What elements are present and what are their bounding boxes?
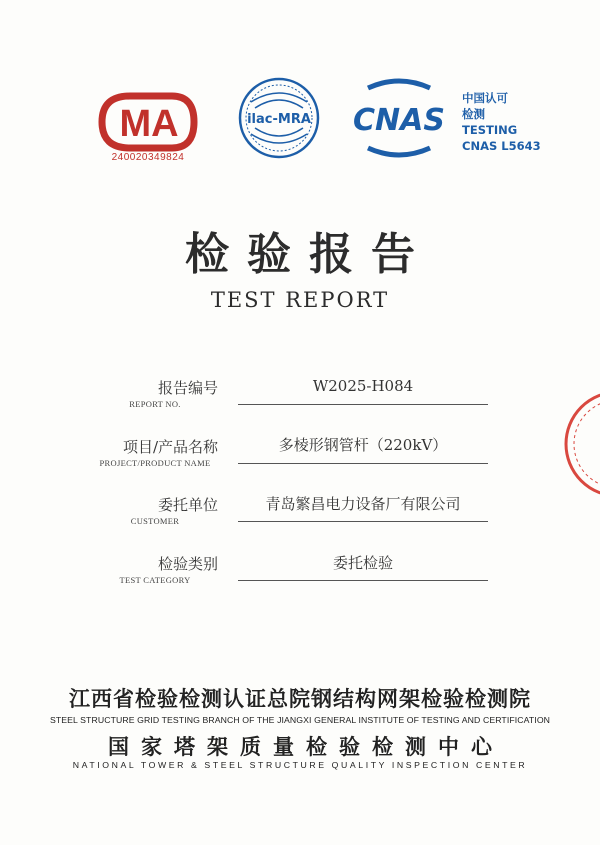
report-title-cn: 检验报告 <box>185 229 433 280</box>
field-value-test-category: 委托检验 <box>332 554 393 572</box>
field-label-product-name: 项目/产品名称 <box>122 438 218 456</box>
field-underline <box>238 404 488 405</box>
field-underline <box>238 521 488 522</box>
field-label-report-no: 报告编号 <box>157 379 218 397</box>
cma-logo-text: MA <box>119 103 179 145</box>
ilac-logo-text: ilac-MRA <box>247 112 311 127</box>
field-value-customer: 青岛繁昌电力设备厂有限公司 <box>265 495 461 513</box>
org-name-en-1: STEEL STRUCTURE GRID TESTING BRANCH OF THE JIANGXI GENERAL INSTITUTE OF TESTING AND CERTIFICATION <box>49 715 551 725</box>
cma-number: 240020349824 <box>111 152 185 163</box>
field-label-en-customer: CUSTOMER <box>130 516 180 526</box>
red-seal-stamp <box>560 384 600 504</box>
org-name-cn-1: 江西省检验检测认证总院钢结构网架检验检测院 <box>69 687 531 711</box>
field-value-report-no: W2025-H084 <box>312 377 414 395</box>
cnas-logo-text: CNAS <box>353 103 445 138</box>
field-label-en-test-category: TEST CATEGORY <box>119 575 191 585</box>
field-label-en-report-no: REPORT NO. <box>129 399 181 409</box>
field-value-product-name: 多棱形钢管杆（220kV） <box>278 436 448 454</box>
cnas-side-line: 中国认可 <box>462 91 508 105</box>
cnas-accreditation-text <box>462 90 541 154</box>
field-label-customer: 委托单位 <box>157 496 218 514</box>
ilac-mra-logo <box>237 76 321 160</box>
cnas-side-line: 检测 <box>462 107 485 121</box>
report-title-en: TEST REPORT <box>210 288 390 312</box>
field-label-en-product-name: PROJECT/PRODUCT NAME <box>99 458 211 468</box>
field-underline <box>238 463 488 464</box>
org-name-en-2: NATIONAL TOWER & STEEL STRUCTURE QUALITY INSPECTION CENTER <box>72 760 528 770</box>
field-underline <box>238 580 488 581</box>
cnas-logo <box>348 78 450 158</box>
cnas-side-line: CNAS L5643 <box>462 139 541 153</box>
field-label-test-category: 检验类别 <box>157 555 218 573</box>
cnas-side-line: TESTING <box>462 123 518 137</box>
org-name-cn-2: 国家塔架质量检验检测中心 <box>108 735 504 759</box>
